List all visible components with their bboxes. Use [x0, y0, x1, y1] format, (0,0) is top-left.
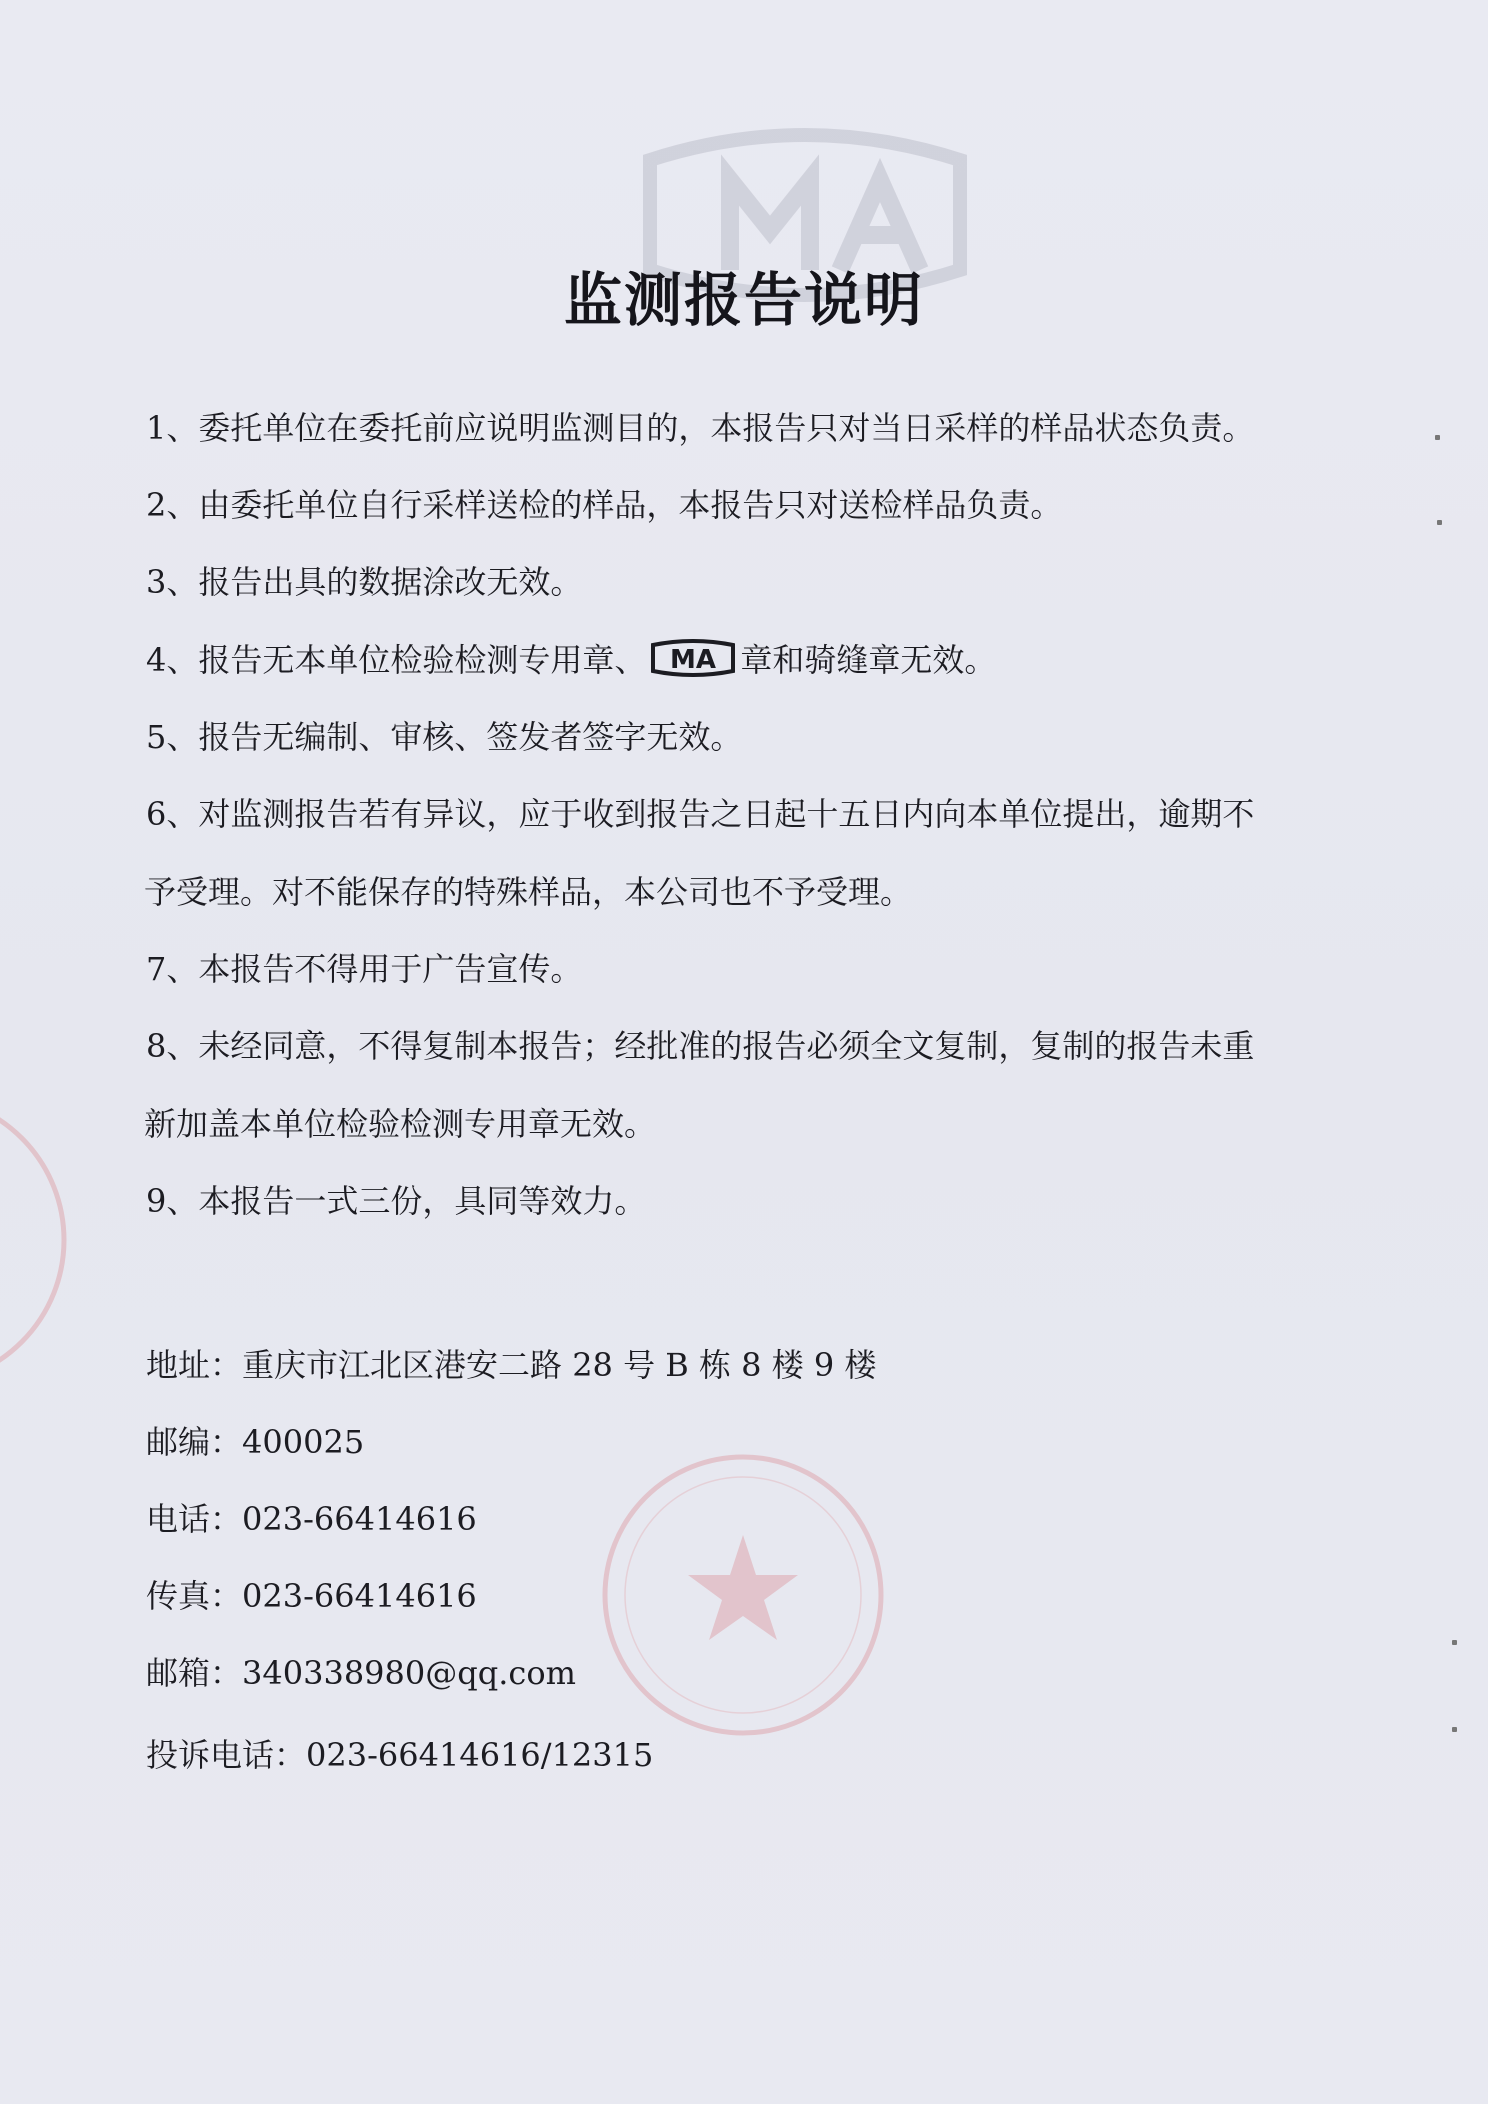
- scan-speck: [1452, 1727, 1457, 1732]
- item-number: 9、: [146, 1182, 199, 1220]
- item-text: 委托单位在委托前应说明监测目的，本报告只对当日采样的样品状态负责。: [198, 409, 1255, 447]
- notes-list: [146, 408, 1386, 1258]
- list-item: [146, 794, 1386, 912]
- complaint-phone-label: 投诉电话：: [146, 1736, 307, 1774]
- item-text-continued: 新加盖本单位检验检测专用章无效。: [144, 1105, 657, 1143]
- page-title: 监测报告说明: [563, 266, 924, 334]
- cma-mark-icon: [648, 639, 738, 677]
- address-row: [146, 1345, 876, 1385]
- address-value: 重庆市江北区港安二路 28 号 B 栋 8 楼 9 楼: [242, 1346, 877, 1384]
- item-text: 报告出具的数据涂改无效。: [198, 563, 583, 601]
- complaint-phone-row: [146, 1735, 876, 1775]
- postcode-value: 400025: [242, 1423, 365, 1461]
- postcode-label: 邮编：: [146, 1423, 243, 1461]
- list-item: [146, 717, 1386, 757]
- list-item: [146, 1026, 1386, 1144]
- item-number: 8、: [146, 1027, 199, 1065]
- item-number: 5、: [146, 718, 199, 756]
- item-text: 章和骑缝章无效。: [740, 641, 997, 679]
- list-item: [146, 1181, 1386, 1221]
- email-label: 邮箱：: [146, 1654, 243, 1692]
- scan-speck: [1435, 435, 1440, 440]
- item-number: 1、: [146, 409, 199, 447]
- item-text-continued: 予受理。对不能保存的特殊样品，本公司也不予受理。: [144, 873, 913, 911]
- item-text: 本报告不得用于广告宣传。: [198, 950, 583, 988]
- scan-speck: [1452, 1640, 1457, 1645]
- list-item: [146, 485, 1386, 525]
- item-text: 未经同意，不得复制本报告；经批准的报告必须全文复制，复制的报告未重: [198, 1027, 1255, 1065]
- complaint-phone-value: 023-66414616/12315: [306, 1736, 654, 1774]
- item-number: 6、: [146, 795, 199, 833]
- fax-value: 023-66414616: [242, 1577, 477, 1615]
- list-item: [146, 639, 1386, 680]
- item-number: 7、: [146, 950, 199, 988]
- item-text: 本报告一式三份，具同等效力。: [198, 1182, 647, 1220]
- postcode-row: [146, 1422, 876, 1462]
- phone-row: [146, 1499, 876, 1539]
- cma-mark-label: MA: [670, 645, 717, 675]
- email-row: [146, 1653, 876, 1693]
- item-number: 4、: [146, 641, 199, 679]
- scan-speck: [1437, 520, 1442, 525]
- phone-label: 电话：: [146, 1500, 243, 1538]
- fax-row: [146, 1576, 876, 1616]
- list-item: [146, 408, 1386, 448]
- item-text: 报告无本单位检验检测专用章、: [198, 641, 647, 679]
- item-number: 2、: [146, 486, 199, 524]
- item-text: 对监测报告若有异议，应于收到报告之日起十五日内向本单位提出，逾期不: [198, 795, 1255, 833]
- list-item: [146, 562, 1386, 602]
- item-number: 3、: [146, 563, 199, 601]
- address-label: 地址：: [146, 1346, 243, 1384]
- list-item: [146, 949, 1386, 989]
- email-value: 340338980@qq.com: [242, 1654, 576, 1692]
- partial-seal-icon: [0, 1090, 70, 1390]
- contact-info: [146, 1345, 876, 1812]
- fax-label: 传真：: [146, 1577, 243, 1615]
- item-text: 报告无编制、审核、签发者签字无效。: [198, 718, 743, 756]
- item-text: 由委托单位自行采样送检的样品，本报告只对送检样品负责。: [198, 486, 1063, 524]
- phone-value: 023-66414616: [242, 1500, 477, 1538]
